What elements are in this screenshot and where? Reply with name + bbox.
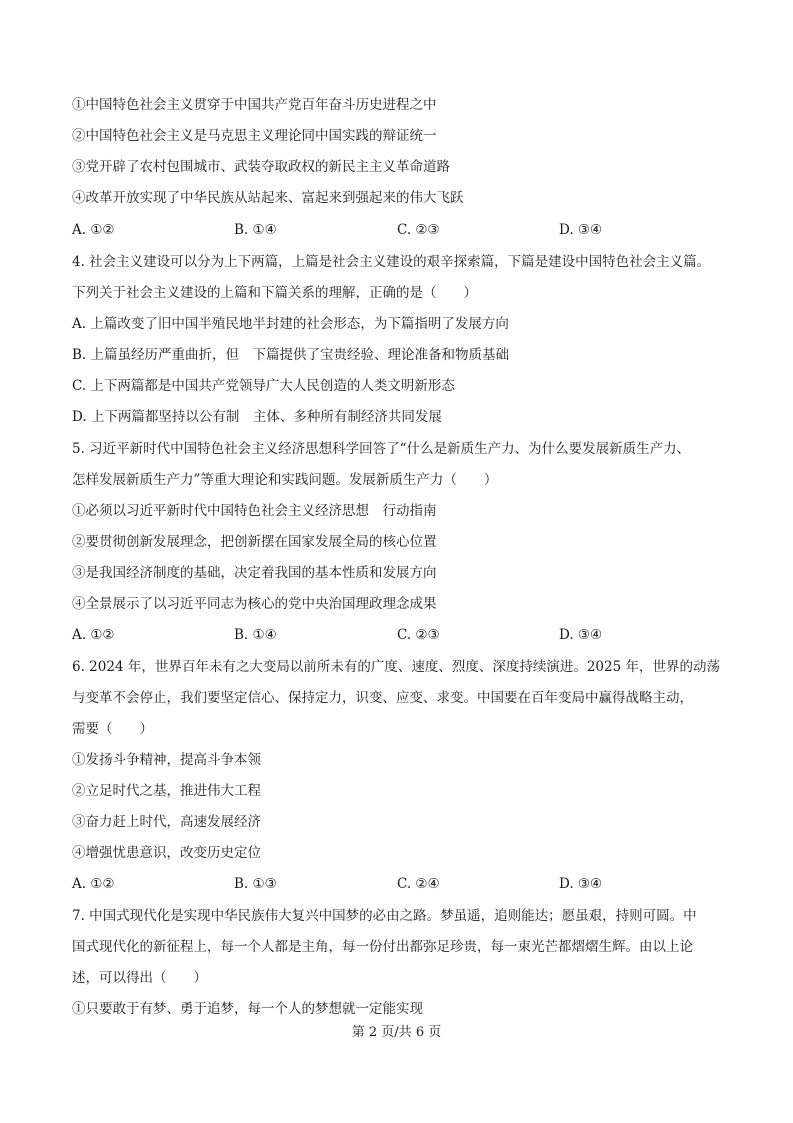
option-b: B. ①③ [234,876,277,892]
q4-option-b: B. 上篇虽经历严重曲折，但 下篇提供了宝贵经验、理论准备和物质基础 [72,347,510,363]
q7-stem-line-2: 国式现代化的新征程上，每一个人都是主角，每一份付出都弥足珍贵，每一束光芒都熠熠生辉。由以上论 [72,939,693,955]
q5-stem-line-2: 怎样发展新质生产力”等重大理论和实践问题。发展新质生产力（ ） [72,472,498,488]
q4-option-a: A. 上篇改变了旧中国半殖民地半封建的社会形态，为下篇指明了发展方向 [72,316,509,332]
option-b: B. ①④ [234,627,277,643]
q5-stem-line-1: 5. 习近平新时代中国特色社会主义经济思想科学回答了“什么是新质生产力、为什么要发展新质生产力、 [72,441,691,457]
q3-options [72,220,752,240]
q5-statement-1: ①必须以习近平新时代中国特色社会主义经济思想 行动指南 [72,503,437,519]
q5-statement-3: ③是我国经济制度的基础，决定着我国的基本性质和发展方向 [72,565,437,581]
q4-option-d: D. 上下两篇都坚持以公有制 主体、多种所有制经济共同发展 [72,409,442,425]
statement-4: ④改革开放实现了中华民族从站起来、富起来到强起来的伟大飞跃 [72,190,464,206]
q5-statement-4: ④全景展示了以习近平同志为核心的党中央治国理政理念成果 [72,596,437,612]
q7-statement-1: ①只要敢于有梦、勇于追梦，每一个人的梦想就一定能实现 [72,1001,423,1017]
option-c: C. ②③ [397,627,440,643]
option-b: B. ①④ [234,222,277,238]
q6-statement-2: ②立足时代之基，推进伟大工程 [72,783,261,799]
statement-1: ①中国特色社会主义贯穿于中国共产党百年奋斗历史进程之中 [72,97,437,113]
option-d: D. ③④ [559,876,603,892]
q6-stem-line-2: 与变革不会停止，我们要坚定信心、保持定力，识变、应变、求变。中国要在百年变局中赢得战略主动， [72,690,693,706]
option-a: A. ①② [72,627,115,643]
q6-stem-line-1: 6. 2024 年，世界百年未有之大变局以前所未有的广度、速度、烈度、深度持续演进。2025 年，世界的动荡 [72,659,720,675]
page-footer: 第 2 页/共 6 页 [351,1025,442,1040]
q5-statement-2: ②要贯彻创新发展理念，把创新摆在国家发展全局的核心位置 [72,534,437,550]
q6-stem-line-3: 需要（ ） [72,721,153,737]
q6-statement-1: ①发扬斗争精神，提高斗争本领 [72,752,261,768]
option-a: A. ①② [72,876,115,892]
q6-statement-3: ③奋力赶上时代，高速发展经济 [72,814,261,830]
q7-stem-line-1: 7. 中国式现代化是实现中华民族伟大复兴中国梦的必由之路。梦虽遥，追则能达；愿虽艰，持则可圆。中 [72,908,697,924]
q7-stem-line-3: 述，可以得出（ ） [72,970,207,986]
q6-options [72,874,752,894]
q4-stem-line-1: 4. 社会主义建设可以分为上下两篇，上篇是社会主义建设的艰辛探索篇，下篇是建设中国特色社会主义篇。 [72,254,711,270]
q6-statement-4: ④增强忧患意识，改变历史定位 [72,845,261,861]
q4-stem-line-2: 下列关于社会主义建设的上篇和下篇关系的理解，正确的是（ ） [72,285,477,301]
q4-option-c: C. 上下两篇都是中国共产党领导广大人民创造的人类文明新形态 [72,378,455,394]
option-c: C. ②④ [397,876,440,892]
statement-3: ③党开辟了农村包围城市、武装夺取政权的新民主主义革命道路 [72,159,450,175]
q5-options [72,625,752,645]
option-a: A. ①② [72,222,115,238]
option-d: D. ③④ [559,627,603,643]
statement-2: ②中国特色社会主义是马克思主义理论同中国实践的辩证统一 [72,128,437,144]
option-d: D. ③④ [559,222,603,238]
option-c: C. ②③ [397,222,440,238]
